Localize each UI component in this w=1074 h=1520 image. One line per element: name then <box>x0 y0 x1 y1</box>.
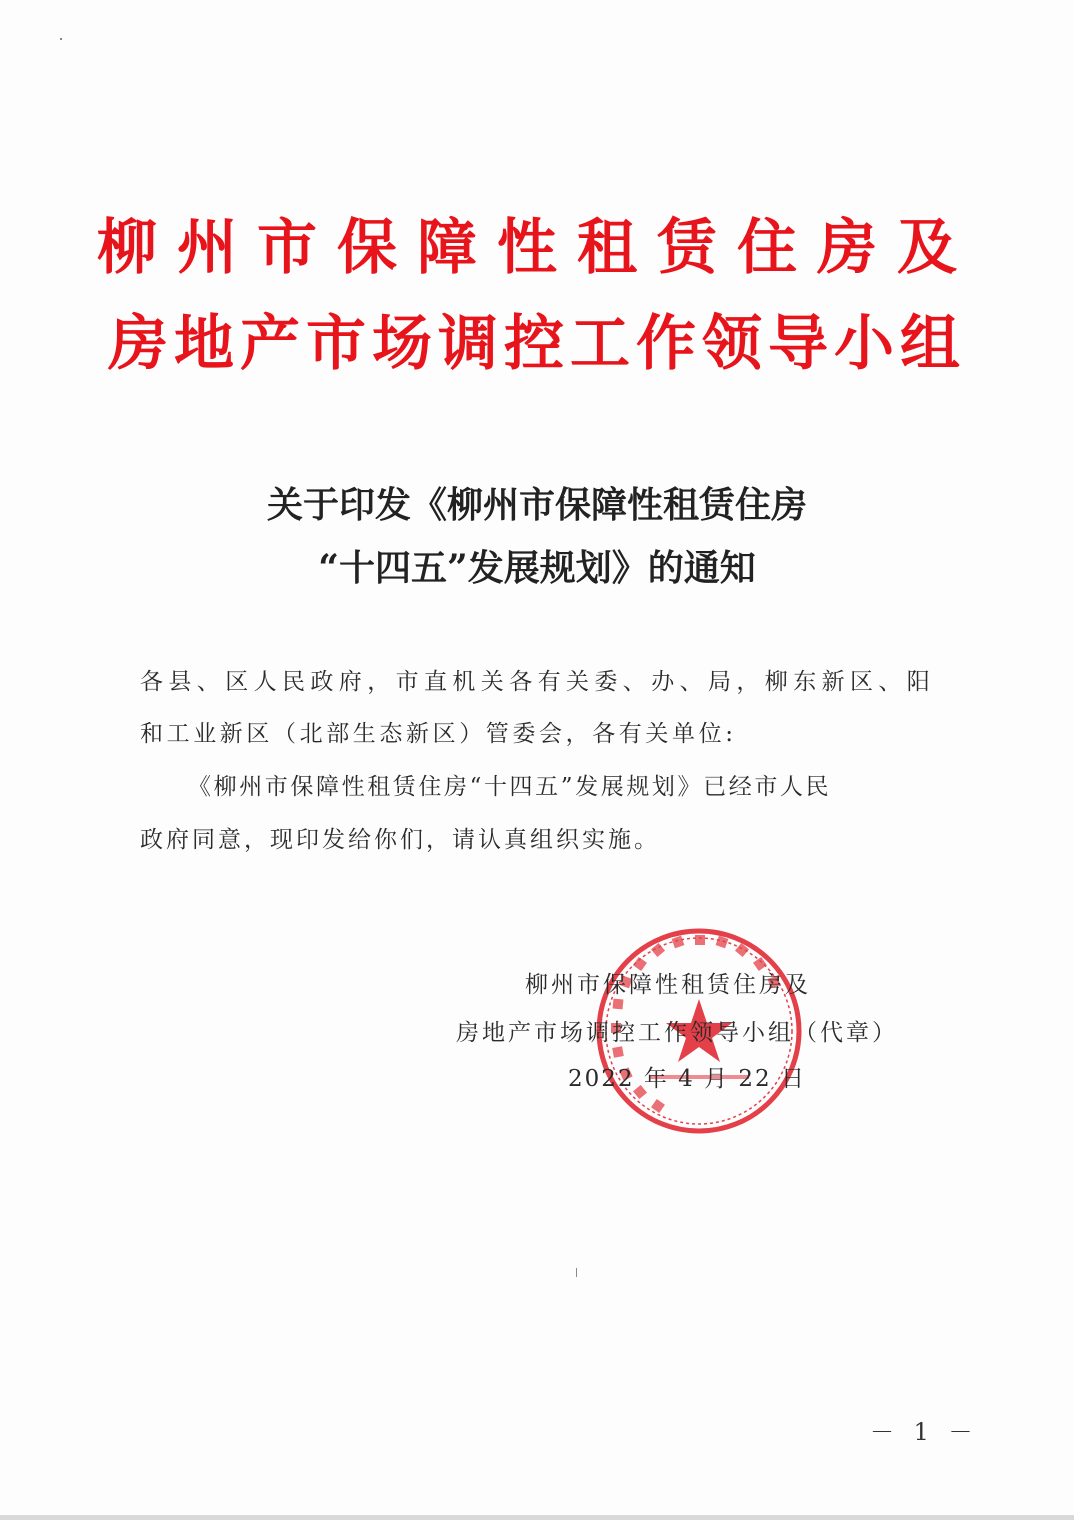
body-paragraph-line2: 政府同意，现印发给你们，请认真组织实施。 <box>140 827 660 853</box>
scan-speck <box>576 1268 577 1277</box>
addressee-line1: 各县、区人民政府，市直机关各有关委、办、局，柳东新区、阳 <box>140 669 936 695</box>
page-number: － 1 － <box>870 1418 979 1446</box>
signature-org-line2: 房地产市场调控工作领导小组（代章） <box>456 1020 898 1046</box>
body-paragraph-line1: 《柳州市保障性租赁住房“十四五”发展规划》已经市人民 <box>188 774 832 800</box>
signature-org-line1: 柳州市保障性租赁住房及 <box>525 972 811 998</box>
signature-date: 2022 年 4 月 22 日 <box>568 1066 806 1092</box>
issuer-header-line2: 房地产市场调控工作领导小组 <box>108 309 966 379</box>
addressee-line2: 和工业新区（北部生态新区）管委会，各有关单位: <box>140 721 737 747</box>
scan-bottom-edge <box>0 1515 1074 1520</box>
issuer-header-line1: 柳州市保障性租赁住房及 <box>97 213 977 283</box>
notice-title-line1: 关于印发《柳州市保障性租赁住房 <box>266 484 807 526</box>
notice-title-line2: “十四五”发展规划》的通知 <box>318 547 756 589</box>
scan-speck <box>60 38 62 40</box>
